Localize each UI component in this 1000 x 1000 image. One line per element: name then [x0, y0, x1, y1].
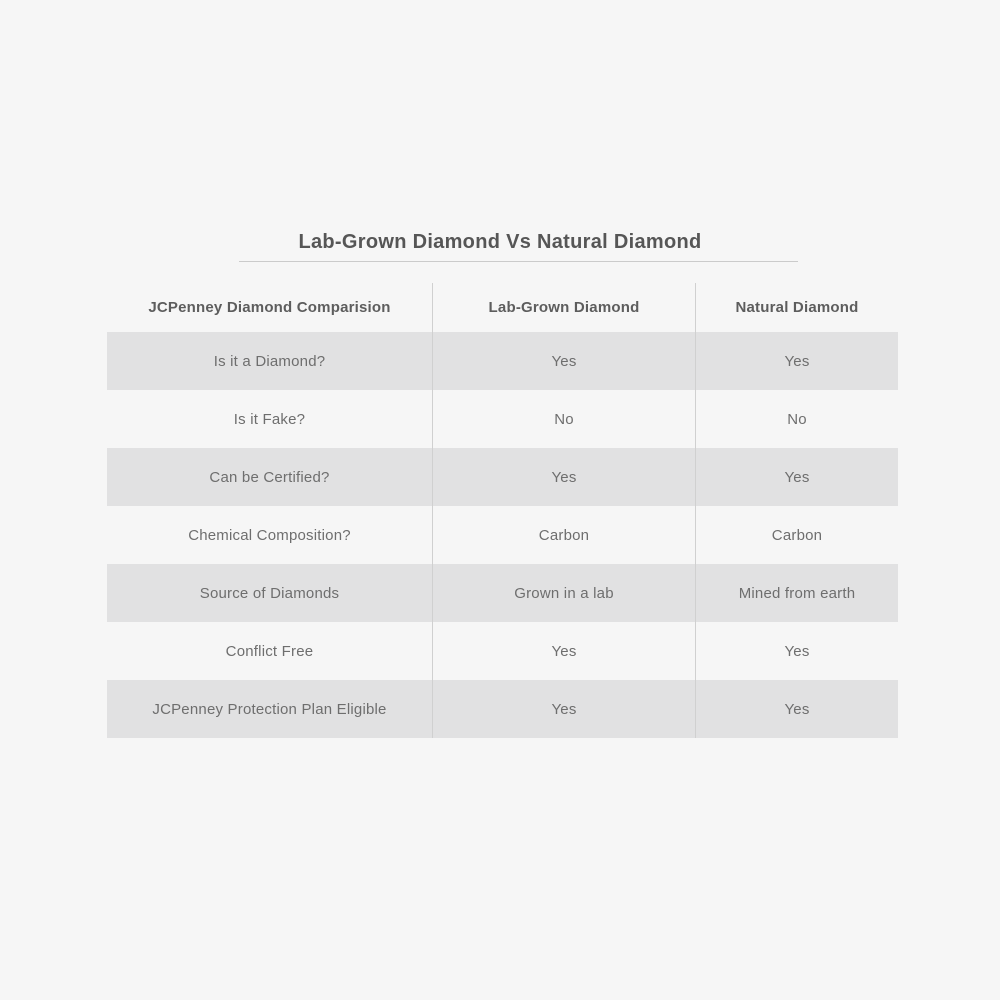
feature-cell: Source of Diamonds: [199, 584, 340, 602]
table-row: [107, 332, 898, 390]
feature-cell: JCPenney Protection Plan Eligible: [152, 700, 387, 718]
feature-cell: Chemical Composition?: [188, 526, 351, 544]
table-row: [107, 564, 898, 622]
feature-cell: Is it Fake?: [233, 410, 306, 428]
lab-grown-value-cell: No: [432, 390, 695, 448]
table-row: [107, 390, 898, 448]
natural-value-cell: Mined from earth: [695, 564, 898, 622]
comparison-table: [107, 283, 898, 738]
lab-grown-value-cell: Yes: [432, 332, 695, 390]
lab-grown-value-cell: Yes: [432, 680, 695, 738]
lab-grown-value-cell: Yes: [432, 622, 695, 680]
column-header-natural: Natural Diamond: [695, 283, 898, 332]
table-row: [107, 680, 898, 738]
table-row: [107, 448, 898, 506]
table-header-row: [107, 283, 898, 332]
column-header-comparison: JCPenney Diamond Comparision: [148, 299, 391, 316]
natural-value-cell: Yes: [695, 622, 898, 680]
natural-value-cell: Yes: [695, 448, 898, 506]
feature-cell: Conflict Free: [225, 642, 314, 660]
natural-value-cell: Carbon: [695, 506, 898, 564]
table-row: [107, 622, 898, 680]
lab-grown-value-cell: Grown in a lab: [432, 564, 695, 622]
lab-grown-value-cell: Carbon: [432, 506, 695, 564]
feature-cell: Can be Certified?: [209, 468, 330, 486]
natural-value-cell: Yes: [695, 332, 898, 390]
page-title: Lab-Grown Diamond Vs Natural Diamond: [298, 231, 702, 253]
natural-value-cell: No: [695, 390, 898, 448]
table-row: [107, 506, 898, 564]
feature-cell: Is it a Diamond?: [213, 352, 326, 370]
title-underline: [239, 261, 798, 262]
natural-value-cell: Yes: [695, 680, 898, 738]
lab-grown-value-cell: Yes: [432, 448, 695, 506]
column-header-lab-grown: Lab-Grown Diamond: [432, 283, 695, 332]
